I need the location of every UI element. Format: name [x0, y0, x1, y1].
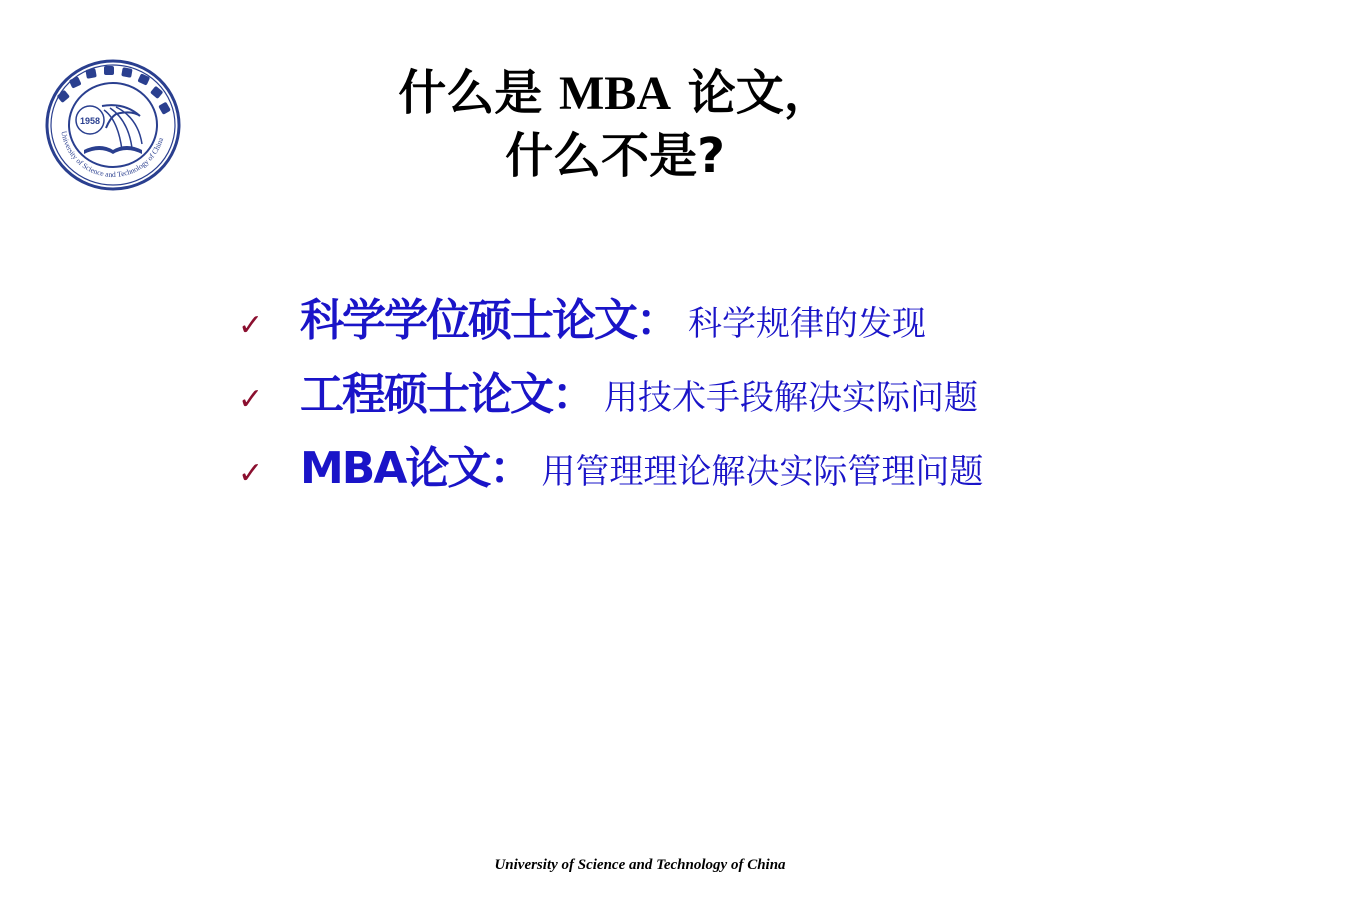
checkmark-icon: ✓ — [238, 308, 264, 343]
page-title — [300, 62, 930, 187]
bullet-list — [238, 284, 983, 506]
list-item — [238, 358, 983, 432]
bullet-description: 科学规律的发现 — [688, 304, 926, 344]
logo-name-en: University of Science and Technology of China — [59, 130, 166, 180]
bullet-term: 工程硕士论文： — [300, 369, 594, 420]
university-logo — [44, 58, 182, 192]
bullet-term: MBA论文： — [300, 443, 532, 494]
university-seal-icon — [44, 58, 182, 192]
bullet-description: 用管理理论解决实际管理问题 — [541, 452, 984, 492]
title-line-1: 什么是 MBA 论文， — [398, 65, 832, 121]
checkmark-icon: ✓ — [238, 382, 264, 417]
list-item — [238, 284, 983, 358]
checkmark-icon: ✓ — [238, 456, 264, 491]
title-line-2: 什么不是? — [505, 128, 725, 184]
bullet-term: 科学学位硕士论文： — [300, 295, 678, 346]
footer-university-name: University of Science and Technology of China — [494, 857, 786, 873]
bullet-description: 用技术手段解决实际问题 — [604, 378, 978, 418]
list-item — [238, 432, 983, 506]
logo-year: 1958 — [79, 116, 101, 126]
